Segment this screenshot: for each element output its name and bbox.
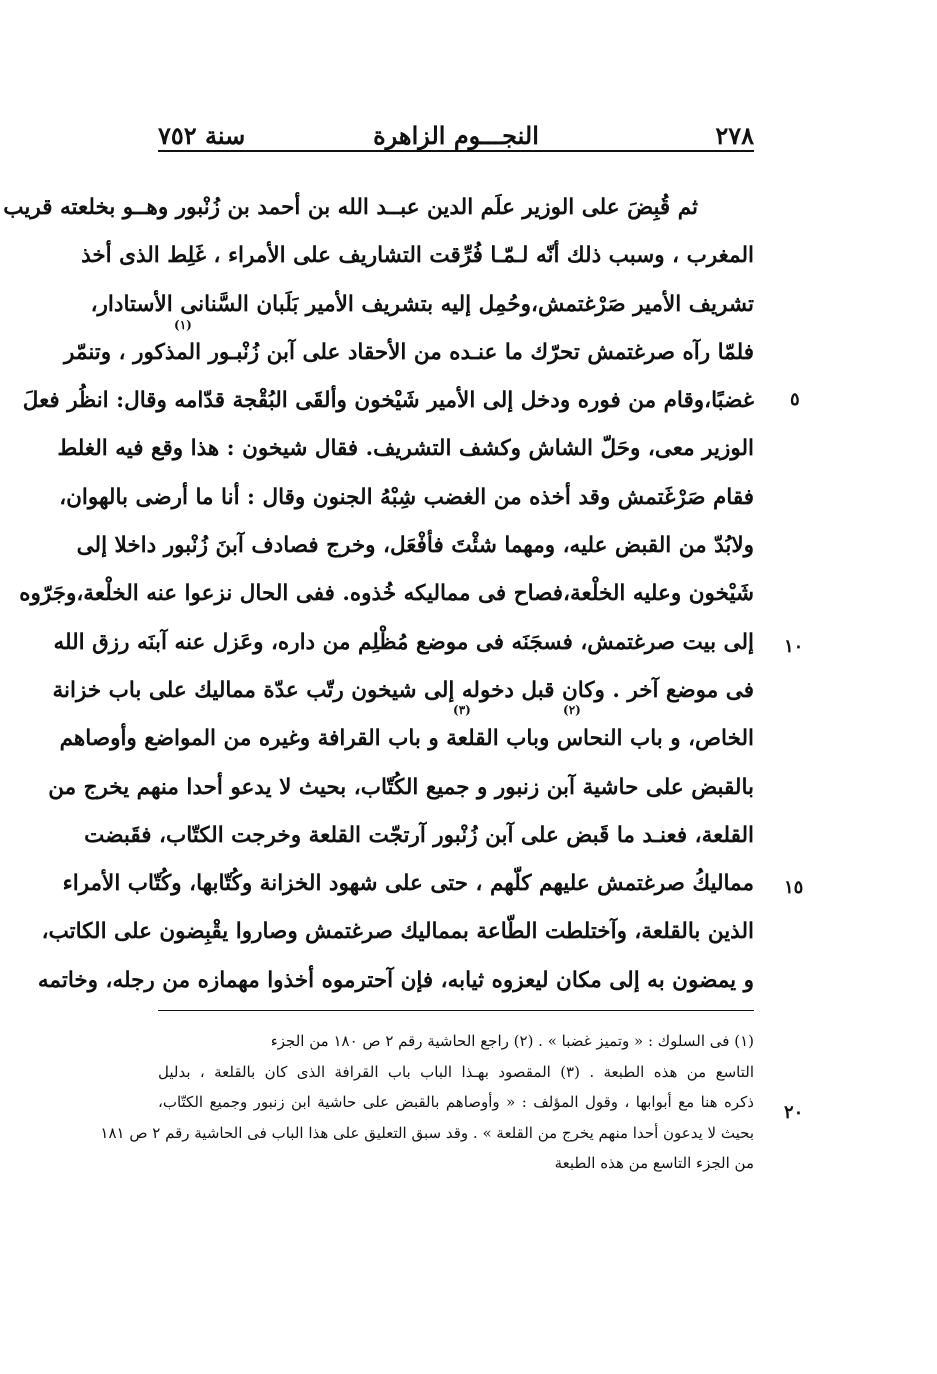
margin-line-number-20: ٢٠ [784, 1102, 804, 1123]
text-line: فى موضع آخر . وكان قبل دخوله إلى شيخون رتّب عدّة مماليك على باب خزانة [52, 677, 754, 703]
footnote-mark-3: (٣) [453, 703, 471, 717]
running-header [158, 110, 754, 150]
text-line: بالقبض على حاشية آبن زنبور و جميع الكُتّاب، بحيث لا يدعو أحدا منهم يخرج من [48, 774, 754, 800]
text-line: القلعة، فعنـد ما قَبض على آبن زُنْبور آرتجّت القلعة وخرجت الكتّاب، فقَبضت [84, 822, 754, 848]
footnotes [100, 1026, 754, 1179]
margin-line-number-5: ٥ [790, 389, 800, 410]
footnote-line: (١) فى السلوك : « وتميز غضبا » . (٢) راجع الحاشية رقم ٢ ص ١٨٠ من الجزء [270, 1032, 754, 1050]
header-page-number: ٢٧٨ [715, 121, 754, 150]
text-line: الخاص، و باب النحاس وباب القلعة و باب القرافة وغيره من المواضع وأوصاهم [59, 726, 754, 752]
text-line: مماليكُ صرغتمش عليهم كلّهم ، حتى على شهود الخزانة وكُتّابها، وكُتّاب الأمراء [62, 871, 754, 897]
main-text [3, 184, 754, 1005]
text-line: تشريف الأمير صَرْغتمش،وحُمِل إليه بتشريف الأمير بَلَبان السَّنانى الأستادار، [90, 291, 754, 317]
footnote-mark-2: (٢) [563, 703, 581, 717]
header-year: سنة ٧٥٢ [158, 121, 246, 150]
text-line: فلمّا رآه صرغتمش تحرّك ما عنـده من الأحقاد على آبن زُنْبـور المذكور ، وتنمّر [64, 339, 754, 365]
text-line: غضبًا،وقام من فوره ودخل إلى الأمير شَيْخون وألقَى البُقْجة قدّامه وقال: انظُر فعلَ [22, 388, 754, 414]
text-line: شَيْخون وعليه الخلْعة،فصاح فى مماليكه خُذوه. ففى الحال نزعوا عنه الخلْعة،وجَرّوه [19, 581, 754, 607]
text-line: الوزير معى، وحَلّ الشاش وكشف التشريف. فقال شيخون : هذا وقع فيه الغلط [57, 436, 754, 462]
footnote-line: بحيث لا يدعون أحدا منهم يخرج من القلعة » . وقد سبق التعليق على هذا الباب فى الحاشية رقم ٢ ص ١٨١ [100, 1123, 754, 1142]
text-line: و يمضون به إلى مكان ليعزوه ثيابه، فإن آحترموه أخذوا مهمازه من رجله، وخاتمه [37, 967, 754, 993]
margin-line-number-10: ١٠ [784, 636, 804, 657]
text-line: فقام صَرْغَتمش وقد أخذه من الغضب شِبْهُ الجنون وقال : أنا ما أرضى بالهوان، [59, 484, 754, 510]
header-book-title: النجـــوم الزاهرة [373, 121, 539, 150]
text-line: ولابُدّ من القبض عليه، ومهما شئْتَ فأفْعَل، وخرج فصادف آبنَ زُنْبور داخلا إلى [76, 533, 754, 559]
margin-line-number-15: ١٥ [784, 877, 804, 898]
text-line: إلى بيت صرغتمش، فسجَنَه فى موضع مُظْلِم من داره، وعَزل عنه آبنَه رزق الله [53, 629, 754, 655]
footnote-line: ذكره هنا مع أبوابها ، وقول المؤلف : « وأوصاهم بالقبض على حاشية ابن زنبور وجميع الكتّاب، [158, 1093, 754, 1112]
footnote-line: التاسع من هذه الطبعة . (٣) المقصود بهـذا الباب باب القرافة الذى كان بالقلعة ، بدليل [158, 1062, 754, 1081]
text-line: ثم قُبِضَ على الوزير علَم الدين عبــد الله بن أحمد بن زُنْبور وهــو بخلعته قريب [3, 195, 698, 220]
footnote-rule [158, 1010, 754, 1011]
text-line: الذين بالقلعة، وآختلطت الطّاعة بمماليك صرغتمش وصاروا يقْبِضون على الكاتب، [41, 919, 754, 945]
footnote-line: من الجزء التاسع من هذه الطبعة [554, 1154, 754, 1173]
text-line: المغرب ، وسبب ذلك أنّه لـمّـا فُرِّقت التشاريف على الأمراء ، غَلِط الذى أخذ [81, 243, 754, 269]
header-rule [158, 150, 754, 152]
footnote-mark-1: (١) [174, 318, 192, 332]
